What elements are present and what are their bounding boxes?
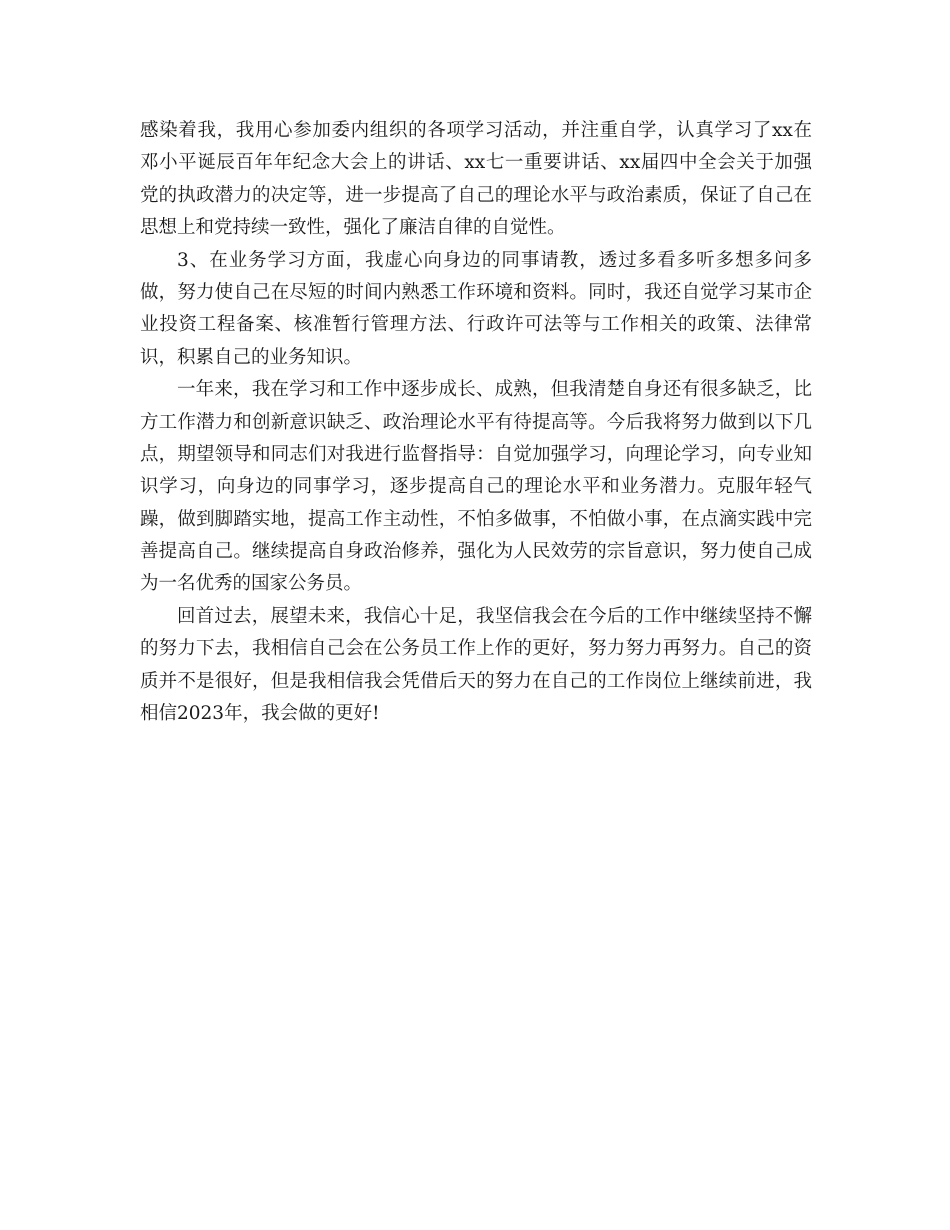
text-line: 回首过去，展望未来，我信心十足，我坚信我会在今后的工作中继续坚持不懈 [177, 605, 812, 627]
text-line: 党的执政潜力的决定等，进一步提高了自己的理论水平与政治素质，保证了自己在 [140, 184, 812, 206]
paragraph-4 [140, 601, 812, 731]
text-line: 点，期望领导和同志们对我进行监督指导：自觉加强学习，向理论学习，向专业知 [140, 443, 812, 465]
paragraph-3 [140, 374, 812, 601]
text-line: 方工作潜力和创新意识缺乏、政治理论水平有待提高等。今后我将努力做到以下几 [140, 411, 812, 433]
text-line: 质并不是很好，但是我相信我会凭借后天的努力在自己的工作岗位上继续前进，我 [140, 670, 812, 692]
text-line: 躁，做到脚踏实地，提高工作主动性，不怕多做事，不怕做小事，在点滴实践中完 [140, 508, 812, 530]
text-line: 3、在业务学习方面，我虚心向身边的同事请教，透过多看多听多想多问多 [177, 249, 812, 271]
paragraph-1 [140, 115, 812, 245]
document-body [140, 115, 812, 730]
text-line: 善提高自己。继续提高自身政治修养，强化为人民效劳的宗旨意识，努力使自己成 [140, 541, 812, 563]
paragraph-2 [140, 245, 812, 375]
text-line: 业投资工程备案、核准暂行管理方法、行政许可法等与工作相关的政策、法律常 [140, 314, 812, 336]
text-line: 邓小平诞辰百年年纪念大会上的讲话、xx七一重要讲话、xx届四中全会关于加强 [140, 152, 812, 174]
text-line: 识学习，向身边的同事学习，逐步提高自己的理论水平和业务潜力。克服年轻气 [140, 476, 812, 498]
text-line: 识，积累自己的业务知识。 [140, 346, 363, 368]
text-line: 一年来，我在学习和工作中逐步成长、成熟，但我清楚自身还有很多缺乏，比 [177, 379, 812, 401]
text-line: 做，努力使自己在尽短的时间内熟悉工作环境和资料。同时，我还自觉学习某市企 [140, 281, 812, 303]
text-line: 感染着我，我用心参加委内组织的各项学习活动，并注重自学，认真学习了xx在 [140, 120, 812, 141]
text-line: 为一名优秀的国家公务员。 [140, 573, 363, 595]
text-line: 的努力下去，我相信自己会在公务员工作上作的更好，努力努力再努力。自己的资 [140, 638, 812, 660]
text-line: 相信2023年，我会做的更好! [140, 703, 380, 725]
text-line: 思想上和党持续一致性，强化了廉洁自律的自觉性。 [140, 217, 566, 239]
